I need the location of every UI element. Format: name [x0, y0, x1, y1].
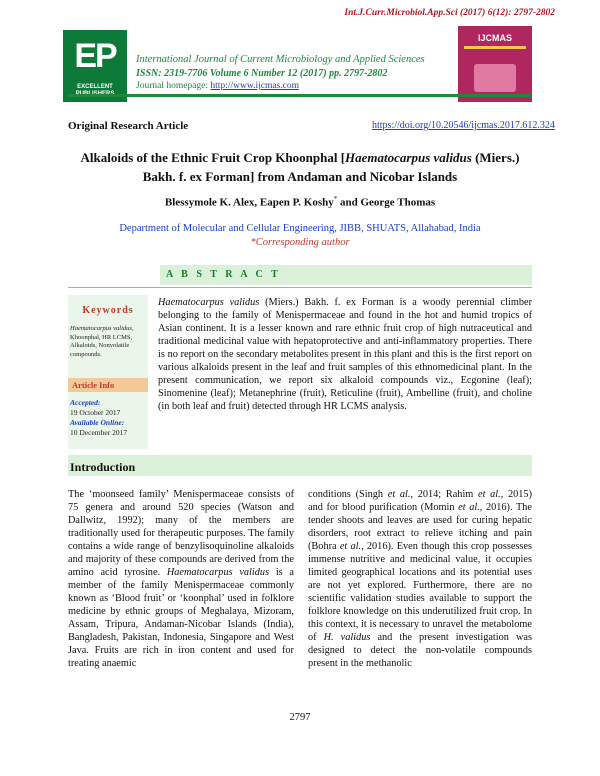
journal-homepage: [136, 81, 299, 91]
keywords-list: [70, 325, 146, 359]
abstract-species: Haematocarpus validus: [158, 297, 260, 308]
affiliation: [68, 222, 532, 250]
homepage-link[interactable]: http://www.ijcmas.com: [210, 81, 299, 91]
publisher-logo: [63, 30, 127, 102]
accepted-date: 19 October 2017: [70, 408, 121, 417]
abstract-divider: [68, 287, 532, 288]
intro-right-etal-4: et al.: [339, 541, 362, 552]
online-date: 10 December 2017: [70, 428, 128, 437]
keyword-species: Haematocarpus validus: [70, 325, 132, 332]
authors-main: Blessymole K. Alex, Eapen P. Koshy: [164, 196, 334, 209]
abstract-text: (Miers.) Bakh. f. ex Forman is a woody perennial climber belonging to the family of Menispermaceae and found in the hot and humid tropics of Asian continent. It is a lesser known and rare ethnic fruit crop of high nutraceutical and traditional medicinal value with hepatoprotective and anti-inflammatory properties. There is no report on the secondary metabolites present in this plant and this is the first report on various alkaloids present in the leaf and fruit samples of this ethnomedicinal plant. In the present communication, we report six alkaloid compounds viz., Ecgonine (leaf); Sinomenine (leaf); Metanephrine (fruit), Reticuline (fruit), Ambelline (fruit), and choline (in both leaf and fruit) detected through HR LCMS analysis.: [158, 297, 532, 412]
keywords-heading: Keywords: [82, 305, 134, 316]
intro-right-part-3: , 2015) and for blood purification (Momin: [308, 489, 533, 513]
logo-publisher-name: EXCELLENT: [77, 84, 113, 90]
header-citation: Int.J.Curr.Microbiol.App.Sci (2017) 6(12): 2797-2802: [344, 8, 555, 18]
authors-end: and George Thomas: [337, 196, 436, 209]
article-type: Original Research Article: [68, 120, 189, 132]
intro-left-species: Haematocarpus validus: [166, 567, 270, 578]
corresponding-mark: *: [333, 195, 338, 203]
page-number: 2797: [289, 712, 311, 723]
logo-letters: EP: [74, 37, 116, 75]
journal-cover-image: [458, 26, 532, 102]
article-dates: [70, 398, 146, 438]
intro-right-part-5: , 2016). Even though this crop possesses immense nutritive and medicinal value, it occupies limited geographical locations and its potential uses are not yet explored. Furthermore, there are no scientific validation studies available to support the folklore knowledge on this underutilized fruit crop. In this context, it is necessary to unravel the metabolome of: [308, 541, 533, 643]
intro-right-species: H. validus: [323, 632, 371, 643]
intro-right-etal-2: et al.: [478, 489, 501, 500]
doi-link[interactable]: https://doi.org/10.20546/ijcmas.2017.612.324: [372, 120, 555, 131]
introduction-heading: Introduction: [70, 460, 136, 474]
author-list: [68, 195, 532, 209]
article-info-heading: Article Info: [72, 380, 115, 390]
intro-left-part-2: is a member of the family Menispermaceae commonly known as ‘Blood fruit’ or ‘koonphal’ used in folklore medicine by ethnic groups of Meghalaya, Mizoram, Assam, Tripura, Andaman-Nicobar Islands (India), Bangladesh, Pakistan, Indonesia, Singapore and West Java. Fruits are rich in iron content and used for treating anaemic: [68, 567, 294, 669]
intro-column-left: [68, 488, 294, 670]
title-species: Haematocarpus validus: [345, 150, 472, 165]
affiliation-text: Department of Molecular and Cellular Engineering, JIBB, SHUATS, Allahabad, India: [119, 223, 481, 234]
intro-column-right: [308, 488, 532, 670]
keywords-rest: , Khoonphal, HR LCMS, Alkaloids, Nonvolatile compounds.: [70, 325, 134, 358]
cover-stripe: [464, 46, 526, 49]
intro-right-part-2: , 2014; Rahim: [410, 489, 479, 500]
homepage-label: Journal homepage:: [136, 81, 211, 91]
corresponding-author-note: *Corresponding author: [250, 237, 350, 248]
article-title: [68, 148, 532, 186]
cover-illustration: [474, 64, 516, 92]
introduction-heading-band: [68, 455, 532, 476]
online-label: Available Online:: [70, 418, 125, 427]
intro-right-part-1: conditions (Singh: [308, 489, 388, 500]
accepted-label: Accepted:: [70, 398, 101, 407]
header-divider: [68, 94, 532, 97]
intro-left-part-1: The ‘moonseed family’ Menispermaceae consists of 75 genera and around 520 species (Watson and Dallwitz, 1992); many of the members are traditionally used for therapeutic purposes. The family contains a wide range of benzylisoquinoline alkaloids and majority of these compounds are derived from the amino acid tyrosine.: [68, 489, 294, 578]
title-part-2: (Miers.) Bakh. f. ex Forman] from Andaman and Nicobar Islands: [142, 150, 520, 184]
abstract-body: [158, 296, 532, 413]
intro-right-etal-3: et al.: [458, 502, 480, 513]
title-part-1: Alkaloids of the Ethnic Fruit Crop Khoonphal [: [80, 150, 346, 165]
cover-title: IJCMAS: [477, 33, 512, 43]
abstract-heading: A B S T R A C T: [166, 269, 281, 280]
journal-name: International Journal of Current Microbiology and Applied Sciences: [136, 54, 425, 65]
intro-right-part-4: , 2016). The tender shoots and leaves are used for curing hepatic disorders, root extract to relieve itching and pain (Bohra: [308, 502, 532, 552]
journal-issn: ISSN: 2319-7706 Volume 6 Number 12 (2017) pp. 2797-2802: [136, 68, 388, 79]
intro-right-part-6: and the present investigation was designed to detect the non-volatile compounds present in the methanolic: [308, 632, 532, 669]
intro-right-etal-1: et al.: [387, 489, 411, 500]
article-info-heading-band: [68, 378, 148, 392]
